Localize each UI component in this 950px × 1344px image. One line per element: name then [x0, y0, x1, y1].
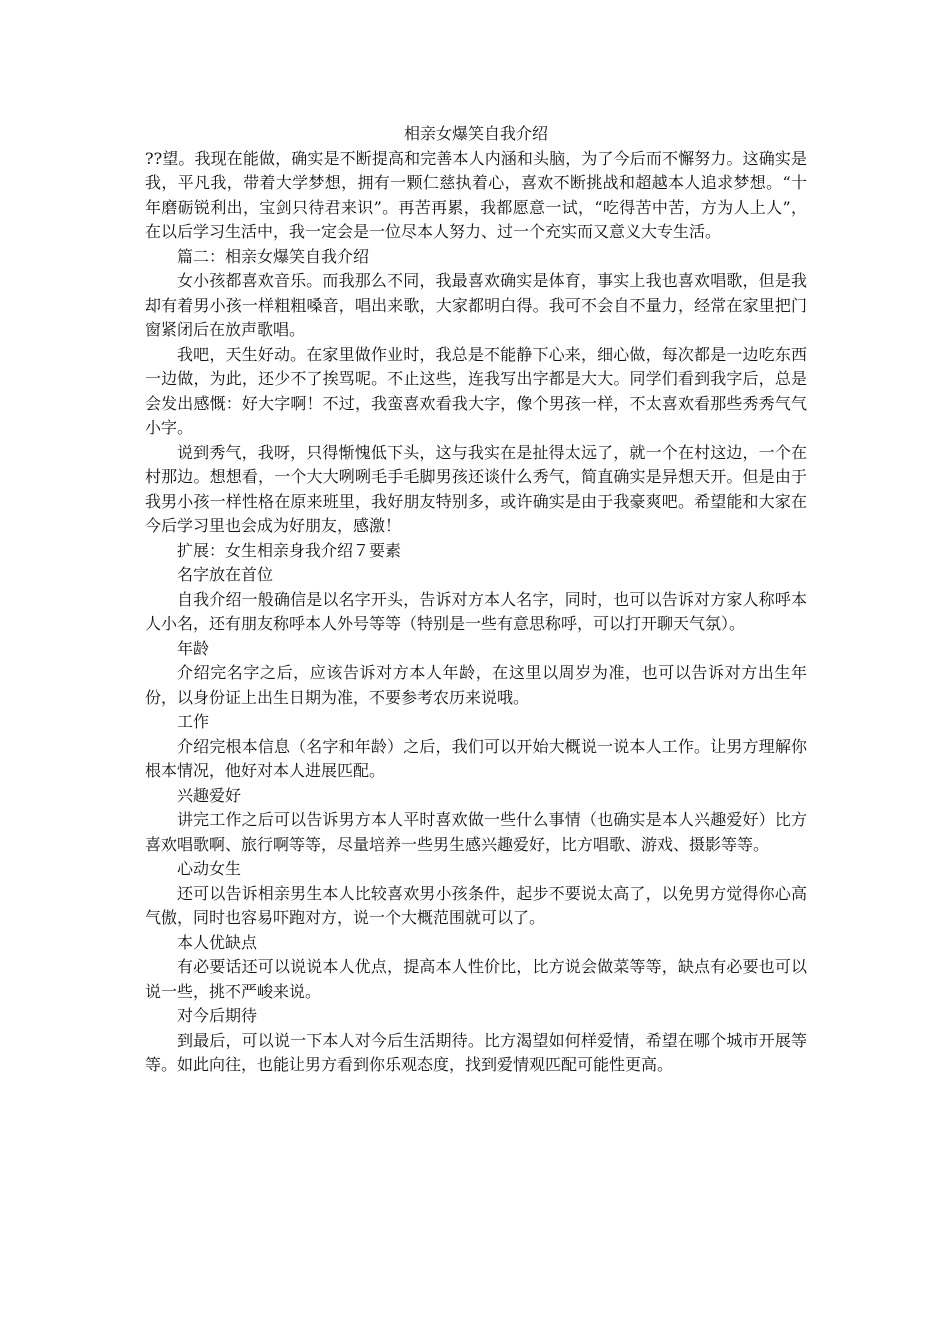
- subheading-name-first: 名字放在首位: [177, 565, 274, 584]
- paragraph-ideal-partner: 还可以告诉相亲男生本人比较喜欢男小孩条件，起步不要说太高了，以免男方觉得你心高气傲，同时也容易吓跑对方，说一个大概范围就可以了。: [145, 883, 807, 927]
- paragraph-expectations: 到最后，可以说一下本人对今后生活期待。比方渴望如何样爱情，希望在哪个城市开展等等。如此向往，也能让男方看到你乐观态度，找到爱情观匹配可能性更高。: [145, 1030, 807, 1074]
- section-heading-part-two: 篇二：相亲女爆笑自我介绍: [177, 246, 370, 266]
- subheading-hobbies: 兴趣爱好: [177, 785, 242, 805]
- paragraph-age: 介绍完名字之后，应该告诉对方本人年龄，在这里以周岁为准，也可以告诉对方出生年份，以身份证上出生日期为准，不要参考农历来说哦。: [145, 663, 807, 707]
- subheading-pros-cons: 本人优缺点: [177, 932, 258, 952]
- paragraph-hobbies: 讲完工作之后可以告诉男方本人平时喜欢做一些什么事情（也确实是本人兴趣爱好）比方喜欢唱歌啊、旅行啊等等，尽量培养一些男生感兴趣爱好，比方唱歌、游戏、摄影等等。: [145, 810, 807, 854]
- paragraph-pros-cons: 有必要话还可以说说本人优点，提高本人性价比，比方说会做菜等等，缺点有必要也可以说一些，挑不严峻来说。: [145, 957, 807, 1001]
- paragraph-graceful: 说到秀气，我呀，只得惭愧低下头，这与我实在是扯得太远了，就一个在村这边，一个在村那边。想想看，一个大大咧咧毛手毛脚男孩还谈什么秀气，简直确实是异想天开。但是由于我男小孩一样性格在原来班里，我好朋友特别多，或许确实是由于我豪爽吧。希望能和大家在今后学习里也会成为好朋友，感激！: [145, 442, 807, 535]
- paragraph-intro-continued: ??望。我现在能做，确实是不断提高和完善本人内涵和头脑，为了今后而不懈努力。这确实是我，平凡我，带着大学梦想，拥有一颗仁慈执着心，喜欢不断挑战和超越本人追求梦想。“十年磨砺锐利出，宝剑只待君来识”。再苦再累，我都愿意一试，“吃得苦中苦，方为人上人”，在以后学习生活中，我一定会是一位尽本人努力、过一个充实而又意义大专生活。: [145, 148, 807, 241]
- paragraph-music: 女小孩都喜欢音乐。而我那么不同，我最喜欢确实是体育，事实上我也喜欢唱歌，但是我却有着男小孩一样粗粗嗓音，唱出来歌，大家都明白得。我可不会自不量力，经常在家里把门窗紧闭后在放声歌唱。: [145, 271, 807, 339]
- paragraph-active: 我吧，天生好动。在家里做作业时，我总是不能静下心来，细心做，每次都是一边吃东西一边做，为此，还少不了挨骂呢。不止这些，连我写出字都是大大。同学们看到我字后，总是会发出感慨：好大字啊！不过，我蛮喜欢看我大字，像个男孩一样，不太喜欢看那些秀秀气气小字。: [145, 344, 807, 437]
- section-heading-extension: 扩展：女生相亲身我介绍７要素: [177, 540, 402, 560]
- paragraph-work: 介绍完根本信息（名字和年龄）之后，我们可以开始大概说一说本人工作。让男方理解你根本情况，他好对本人进展匹配。: [145, 736, 807, 780]
- subheading-ideal-partner: 心动女生: [177, 859, 242, 878]
- subheading-age: 年龄: [177, 638, 210, 658]
- subheading-expectations: 对今后期待: [177, 1006, 258, 1025]
- paragraph-name: 自我介绍一般确信是以名字开头，告诉对方本人名字，同时，也可以告诉对方家人称呼本人小名，还有朋友称呼本人外号等等（特别是一些有意思称呼，可以打开聊天气氛）。: [145, 589, 807, 633]
- document-title: 相亲女爆笑自我介绍: [403, 124, 548, 143]
- subheading-work: 工作: [177, 712, 210, 731]
- document-page: [145, 122, 807, 1078]
